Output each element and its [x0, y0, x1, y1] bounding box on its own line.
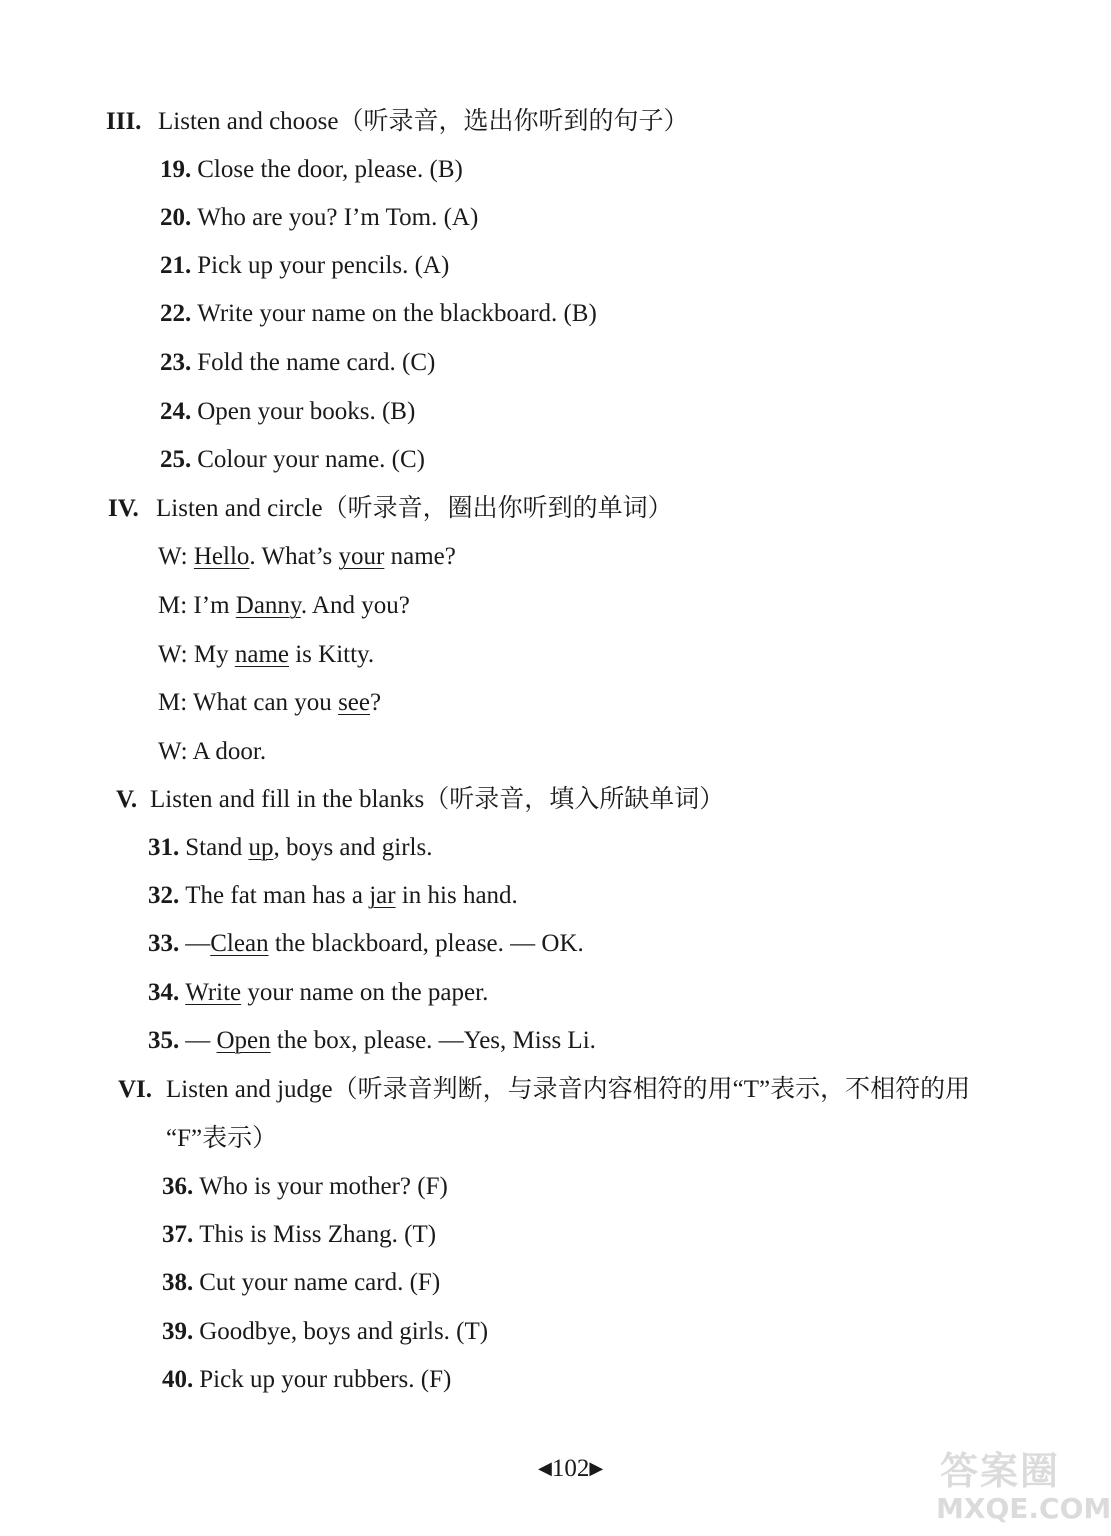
section-title: Listen and choose（听录音，选出你听到的句子） [158, 108, 689, 135]
list-item: 24. Open your books. (B) [160, 398, 416, 425]
list-item: 39. Goodbye, boys and girls. (T) [162, 1318, 489, 1345]
dialogue-line: W: A door. [158, 738, 267, 765]
list-item: 36. Who is your mother? (F) [162, 1173, 448, 1200]
dialogue-line: M: What can you see? [158, 689, 382, 716]
list-item: 37. This is Miss Zhang. (T) [162, 1221, 437, 1248]
section-title: Listen and judge（听录音判断，与录音内容相符的用“T”表示，不相符的用 [166, 1076, 971, 1103]
dialogue-line: M: I’m Danny. And you? [158, 592, 410, 619]
dialogue-line: W: Hello. What’s your name? [158, 543, 456, 570]
list-item: 34. Write your name on the paper. [148, 979, 489, 1006]
section-number: VI. [118, 1076, 153, 1103]
right-triangle-icon: ▶ [589, 1458, 604, 1478]
list-item: 23. Fold the name card. (C) [160, 349, 436, 376]
list-item: 31. Stand up, boys and girls. [148, 834, 433, 861]
watermark-top-text: 答案圈 [940, 1449, 1061, 1493]
list-item: 20. Who are you? I’m Tom. (A) [160, 204, 479, 231]
dialogue-line: W: My name is Kitty. [158, 641, 375, 668]
section-title-continued: “F”表示） [166, 1125, 278, 1152]
section-number: IV. [108, 495, 139, 522]
section-number: V. [116, 786, 138, 813]
section-title: Listen and fill in the blanks（听录音，填入所缺单词） [150, 786, 725, 813]
section-heading-6 [118, 1075, 970, 1105]
list-item: 19. Close the door, please. (B) [160, 156, 463, 183]
left-triangle-icon: ◀ [538, 1458, 552, 1478]
section-heading-3 [106, 107, 689, 137]
section-heading-4 [108, 494, 673, 524]
list-item: 22. Write your name on the blackboard. (B) [160, 300, 597, 327]
list-item: 33. —Clean the blackboard, please. — OK. [148, 930, 584, 957]
list-item: 35. — Open the box, please. —Yes, Miss Li. [148, 1027, 596, 1054]
list-item: 21. Pick up your pencils. (A) [160, 252, 450, 279]
list-item: 32. The fat man has a jar in his hand. [148, 882, 518, 909]
watermark-logo [930, 1440, 1111, 1530]
section-number: III. [106, 108, 142, 135]
list-item: 25. Colour your name. (C) [160, 446, 425, 473]
list-item: 38. Cut your name card. (F) [162, 1269, 441, 1296]
list-item: 40. Pick up your rubbers. (F) [162, 1366, 452, 1393]
page-number: ◀102▶ [538, 1455, 604, 1482]
watermark-bottom-text: MXQE.COM [936, 1492, 1111, 1525]
section-title: Listen and circle（听录音，圈出你听到的单词） [156, 495, 673, 522]
section-heading-5 [116, 785, 724, 815]
